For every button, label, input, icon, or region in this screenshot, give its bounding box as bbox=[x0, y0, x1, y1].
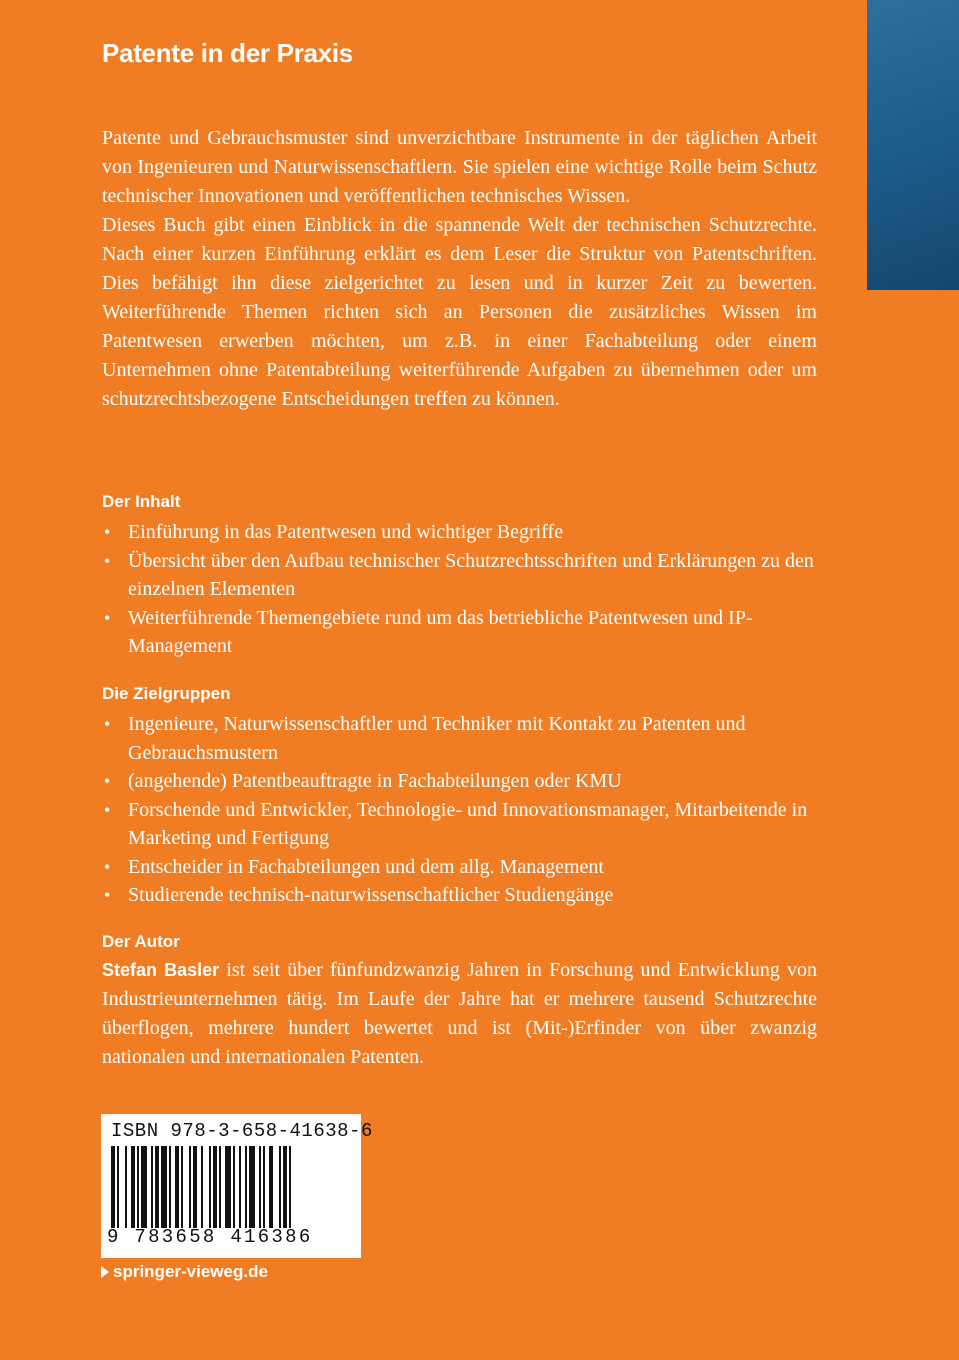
list-item: • Entscheider in Fachabteilungen und dem allg. Management bbox=[102, 853, 817, 882]
list-item: • Weiterführende Themengebiete rund um das betriebliche Patentwesen und IP-Management bbox=[102, 604, 817, 661]
arrow-right-icon bbox=[101, 1266, 109, 1278]
barcode-bar bbox=[201, 1146, 203, 1228]
barcode-bar bbox=[269, 1146, 273, 1228]
inhalt-list bbox=[102, 518, 817, 661]
section-autor bbox=[102, 930, 817, 1072]
barcode-bar bbox=[193, 1146, 197, 1228]
barcode-bar bbox=[141, 1146, 147, 1228]
intro-text bbox=[102, 124, 817, 414]
barcode-bar bbox=[219, 1146, 221, 1228]
barcode-bar bbox=[249, 1146, 255, 1228]
barcode-bar bbox=[181, 1146, 183, 1228]
barcode-bar bbox=[225, 1146, 231, 1228]
bullet-icon: • bbox=[104, 607, 111, 628]
bullet-icon: • bbox=[104, 799, 111, 820]
bullet-icon: • bbox=[104, 885, 111, 905]
barcode-bar bbox=[137, 1146, 139, 1228]
author-name: Stefan Basler bbox=[102, 960, 220, 980]
barcode-bar bbox=[213, 1146, 217, 1228]
list-item: • Forschende und Entwickler, Technologie- und Innovationsmanager, Mitarbeitende in Marketing und Fertigung bbox=[102, 796, 817, 853]
barcode-digits: 9 783658 416386 bbox=[107, 1226, 313, 1248]
section-inhalt bbox=[102, 490, 817, 661]
barcode-bar bbox=[151, 1146, 153, 1228]
section-heading-zielgruppen: Die Zielgruppen bbox=[102, 684, 231, 703]
book-title: Patente in der Praxis bbox=[102, 38, 353, 68]
barcode-bar bbox=[125, 1146, 127, 1228]
barcode-bar bbox=[283, 1146, 287, 1228]
isbn-barcode bbox=[101, 1114, 373, 1258]
barcode-bar bbox=[155, 1146, 159, 1228]
section-heading-inhalt: Der Inhalt bbox=[102, 492, 181, 511]
bullet-icon: • bbox=[104, 771, 111, 791]
website-link[interactable] bbox=[101, 1262, 268, 1282]
barcode-bar bbox=[239, 1146, 241, 1228]
website-label: springer-vieweg.de bbox=[113, 1262, 268, 1281]
barcode-bar bbox=[245, 1146, 247, 1228]
barcode-bar bbox=[263, 1146, 265, 1228]
bullet-icon: • bbox=[104, 550, 111, 571]
isbn-label: ISBN 978-3-658-41638-6 bbox=[111, 1120, 373, 1142]
section-zielgruppen bbox=[102, 682, 817, 910]
barcode-bar bbox=[131, 1146, 135, 1228]
list-item: • (angehende) Patentbeauftragte in Fachabteilungen oder KMU bbox=[102, 767, 817, 796]
barcode-bar bbox=[161, 1146, 167, 1228]
barcode-bar bbox=[209, 1146, 211, 1228]
barcode-bar bbox=[175, 1146, 179, 1228]
barcode-bars bbox=[111, 1146, 351, 1228]
intro-paragraph-1: Patente und Gebrauchsmuster sind unverzichtbare Instrumente in der täglichen Arbeit von Ingenieuren und Naturwissenschaftlern. Sie spielen eine wichtige Rolle beim Schutz technischer Innovationen und veröffentlichen technisches Wissen. bbox=[102, 127, 817, 207]
barcode-bar bbox=[259, 1146, 261, 1228]
bullet-icon: • bbox=[104, 714, 111, 734]
barcode-bar bbox=[117, 1146, 119, 1228]
section-heading-autor: Der Autor bbox=[102, 932, 180, 951]
intro-paragraph-2: Dieses Buch gibt einen Einblick in die spannende Welt der technischen Schutzrechte. Nach einer kurzen Einführung erklärt es dem Leser die Struktur von Patentschriften. Dies befähigt ihn diese zielgerichtet zu lesen und in kurzer Zeit zu bewerten. Weiterführende Themen richten sich an Personen die zusätzliches Wissen im Patentwesen erwerben möchten, um z.B. in einer Fachabteilung oder einem Unternehmen ohne Patentabteilung weiterführende Aufgaben zu übernehmen oder um schutzrechtsbezogene Entscheidungen treffen zu können. bbox=[102, 214, 817, 410]
zielgruppen-list bbox=[102, 710, 817, 910]
barcode-bar bbox=[233, 1146, 235, 1228]
barcode-bar bbox=[289, 1146, 291, 1228]
author-bio bbox=[102, 956, 817, 1072]
blue-corner-tab bbox=[867, 0, 959, 290]
bullet-icon: • bbox=[104, 856, 111, 877]
list-item: • Übersicht über den Aufbau technischer Schutzrechtsschriften und Erklärungen zu den einzelnen Elementen bbox=[102, 547, 817, 604]
barcode-bar bbox=[111, 1146, 115, 1228]
list-item: • Einführung in das Patentwesen und wichtiger Begriffe bbox=[102, 518, 817, 547]
author-bio-text: ist seit über fünfundzwanzig Jahren in Forschung und Entwicklung von Industrieunternehmen tätig. Im Laufe der Jahre hat er mehrere tausend Schutzrechte überflogen, mehrere hundert bewertet und ist (Mit-)Erfinder von über zwanzig nationalen und internationalen Patenten. bbox=[102, 959, 817, 1068]
bullet-icon: • bbox=[104, 522, 111, 542]
list-item: • Studierende technisch-naturwissenschaftlicher Studiengänge bbox=[102, 881, 817, 910]
barcode-bar bbox=[169, 1146, 171, 1228]
barcode-bar bbox=[279, 1146, 281, 1228]
barcode-bar bbox=[189, 1146, 191, 1228]
list-item: • Ingenieure, Naturwissenschaftler und Techniker mit Kontakt zu Patenten und Gebrauchsmustern bbox=[102, 710, 817, 767]
